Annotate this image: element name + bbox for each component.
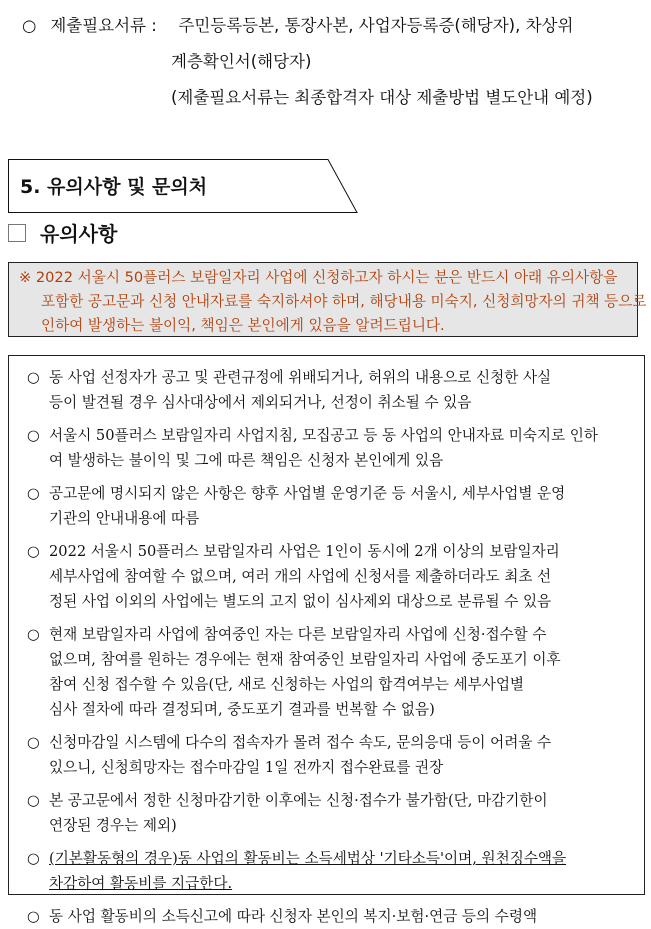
bullet: ○	[27, 908, 40, 925]
precaution-line: 없으며, 참여를 원하는 경우에는 현재 참여중인 보람일자리 사업에 중도포기 이후	[49, 651, 561, 668]
subsection-title: 유의사항	[40, 222, 118, 246]
precaution-line: (기본활동형의 경우)동 사업의 활동비는 소득세법상 '기타소득'이며, 원천징수액을	[49, 850, 567, 867]
precaution-line: 공고문에 명시되지 않은 사항은 향후 사업별 운영기준 등 서울시, 세부사업별 운영	[49, 485, 566, 502]
notice-line: 포함한 공고문과 신청 안내자료를 숙지하셔야 하며, 해당내용 미숙지, 신청희망자의 귀책 등으로	[41, 293, 647, 310]
bullet: ○	[27, 626, 40, 643]
required-docs-line: 계층확인서(해당자)	[171, 52, 312, 71]
bullet: ○	[27, 850, 40, 867]
precaution-line: 있으니, 신청희망자는 접수마감일 1일 전까지 접수완료를 권장	[49, 759, 444, 776]
precaution-line: 서울시 50플러스 보람일자리 사업지침, 모집공고 등 동 사업의 안내자료 미숙지로 인하	[49, 427, 598, 444]
precautions-box	[8, 355, 645, 925]
square-bullet-icon	[8, 224, 26, 242]
notice-box	[8, 262, 647, 337]
precaution-item	[9, 730, 644, 780]
precaution-line: 본 공고문에서 정한 신청마감기한 이후에는 신청·접수가 불가함(단, 마감기한이	[49, 792, 548, 809]
precaution-item	[9, 365, 644, 415]
required-documents	[22, 8, 593, 116]
precaution-line: 연장된 경우는 제외)	[49, 817, 177, 834]
precaution-item	[9, 481, 644, 531]
precaution-item	[9, 788, 644, 838]
section-heading	[8, 159, 358, 213]
bullet: ○	[22, 16, 37, 35]
precaution-line: 동 사업 선정자가 공고 및 관련규정에 위배되거나, 허위의 내용으로 신청한 사실	[49, 369, 552, 386]
precaution-line: 현재 보람일자리 사업에 참여중인 자는 다른 보람일자리 사업에 신청·접수할 수	[49, 626, 547, 643]
bullet: ○	[27, 427, 40, 444]
bullet: ○	[27, 543, 40, 560]
precaution-line: 참여 신청 접수할 수 있음(단, 새로 신청하는 사업의 합격여부는 세부사업별	[49, 676, 525, 693]
section-title: 5. 유의사항 및 문의처	[20, 176, 208, 198]
bullet: ○	[27, 485, 40, 502]
notice-line: ※ 2022 서울시 50플러스 보람일자리 사업에 신청하고자 하시는 분은 반드시 아래 유의사항을	[19, 269, 618, 286]
precaution-line: 세부사업에 참여할 수 없으며, 여러 개의 사업에 신청서를 제출하더라도 최초 선	[49, 568, 552, 585]
required-docs-note: (제출필요서류는 최종합격자 대상 제출방법 별도안내 예정)	[171, 88, 593, 107]
required-docs-line: 주민등록등본, 통장사본, 사업자등록증(해당자), 차상위	[178, 16, 574, 35]
precaution-item	[9, 423, 644, 473]
precaution-line: 신청마감일 시스템에 다수의 접속자가 몰려 접수 속도, 문의응대 등이 어려울 수	[49, 734, 552, 751]
precaution-item	[9, 539, 644, 614]
bullet: ○	[27, 734, 40, 751]
bullet: ○	[27, 369, 40, 386]
precaution-item	[9, 846, 644, 896]
bullet: ○	[27, 792, 40, 809]
precaution-line: 여 발생하는 불이익 및 그에 따른 책임은 신청자 본인에게 있음	[49, 452, 444, 469]
precaution-line: 동 사업 활동비의 소득신고에 따라 신청자 본인의 복지·보험·연금 등의 수령액	[49, 908, 538, 925]
precaution-line: 등이 발견될 경우 심사대상에서 제외되거나, 선정이 취소될 수 있음	[49, 394, 472, 411]
precaution-line: 심사 절차에 따라 결정되며, 중도포기 결과를 번복할 수 없음)	[49, 701, 435, 718]
subsection-heading	[8, 218, 117, 247]
precaution-line: 차감하여 활동비를 지급한다.	[49, 875, 233, 892]
precaution-item	[9, 622, 644, 722]
precaution-line: 정된 사업 이외의 사업에는 별도의 고지 없이 심사제외 대상으로 분류될 수 있음	[49, 593, 552, 610]
precaution-item	[9, 904, 644, 929]
required-docs-label: 제출필요서류 :	[50, 16, 157, 35]
precaution-line: 기관의 안내내용에 따름	[49, 510, 200, 527]
notice-line: 인하여 발생하는 불이익, 책임은 본인에게 있음을 알려드립니다.	[41, 317, 445, 334]
precaution-line: 2022 서울시 50플러스 보람일자리 사업은 1인이 동시에 2개 이상의 보람일자리	[49, 543, 560, 560]
